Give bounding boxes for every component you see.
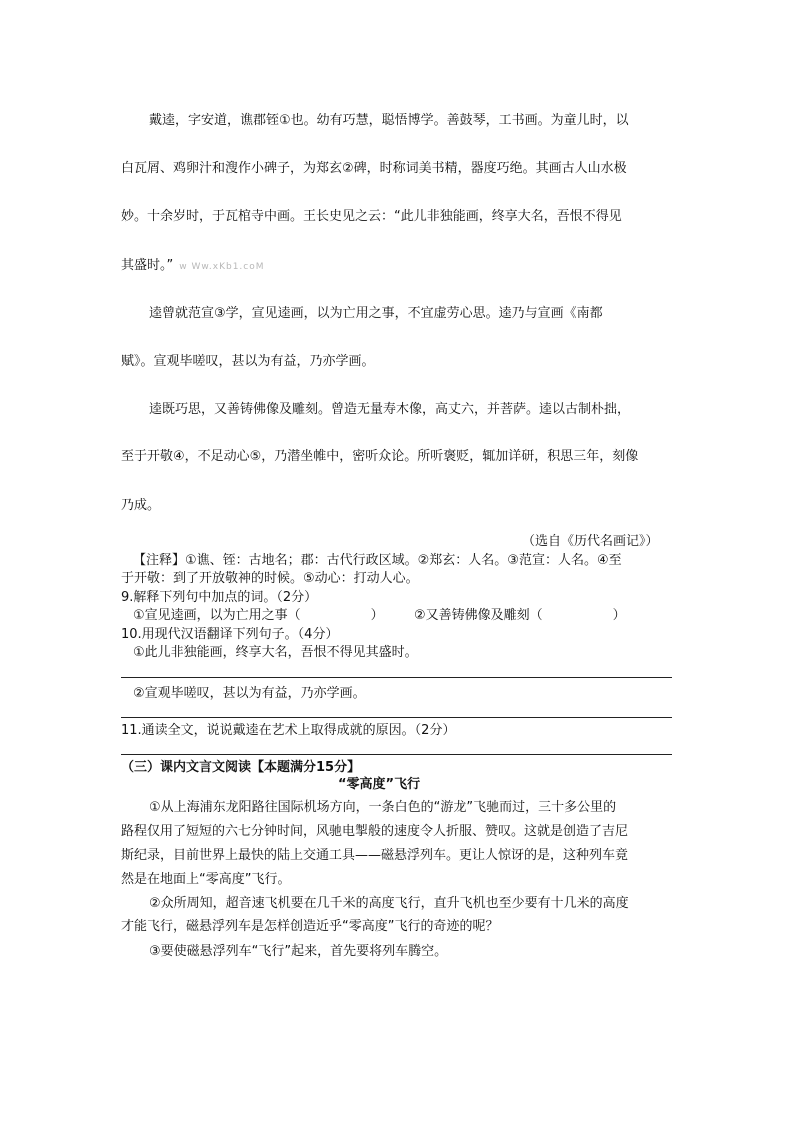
- passage-line: 才能飞行，磁悬浮列车是怎样创造近乎“零高度”飞行的奇迹的呢？: [121, 919, 499, 934]
- passage-line: 白瓦屑、鸡卵汁和溲作小碑子，为郑玄②碑，时称词美书精，器度巧绝。其画古人山水极: [121, 161, 627, 176]
- notes-line: 【注释】①谯、铚：古地名；郡：古代行政区域。②郑玄：人名。③范宣：人名。④至: [133, 553, 622, 568]
- q9-item-a: ①宣见逵画，以为亡用之事（: [133, 608, 301, 623]
- watermark: w Ww.xKb1.coM: [179, 262, 265, 272]
- passage-line: ①从上海浦东龙阳路往国际机场方向，一条白色的“游龙”飞驰而过，三十多公里的: [149, 800, 617, 815]
- passage-line: 乃成。: [121, 498, 161, 513]
- question-11-stem: 11.通读全文，说说戴逵在艺术上取得成就的原因。（2分）: [121, 723, 456, 738]
- question-9-items: [133, 607, 626, 625]
- answer-line[interactable]: [121, 717, 672, 718]
- question-10-sentence-2: ②宣观毕嗟叹，甚以为有益，乃亦学画。: [133, 686, 366, 701]
- passage-line: 逵曾就范宣③学，宣见逵画，以为亡用之事，不宜虚劳心思。逵乃与宣画《南都: [149, 306, 603, 321]
- passage-line: 斯纪录，目前世界上最快的陆上交通工具——磁悬浮列车。更让人惊讶的是，这种列车竟: [121, 848, 629, 863]
- passage-line: 逵既巧思，又善铸佛像及雕刻。曾造无量寿木像，高丈六，并菩萨。逵以古制朴拙，: [149, 402, 631, 417]
- passage-line: [121, 257, 265, 276]
- notes-line: 于开敬：到了开放敬神的时候。⑤动心：打动人心。: [121, 571, 419, 586]
- section-3-heading: （三）课内文言文阅读【本题满分15分】: [121, 760, 361, 775]
- answer-line[interactable]: [121, 754, 672, 755]
- passage-line: 路程仅用了短短的六七分钟时间，风驰电掣般的速度令人折服、赞叹。这就是创造了吉尼: [121, 824, 629, 839]
- q9-item-b: ②又善铸佛像及雕刻（: [413, 608, 543, 623]
- section-3-title: “零高度”飞行: [338, 777, 421, 792]
- passage-line: 赋》。宣观毕嗟叹，甚以为有益，乃亦学画。: [121, 354, 375, 369]
- q9-item-b-close: ）: [612, 608, 626, 623]
- answer-line[interactable]: [121, 677, 672, 678]
- question-10-sentence-1: ①此儿非独能画，终享大名，吾恨不得见其盛时。: [133, 645, 418, 660]
- passage-line: 至于开敬④，不足动心⑤，乃潜坐帷中，密听众论。所听褒贬，辄加详研，积思三年，刻像: [121, 449, 639, 464]
- passage-line: 妙。十余岁时，于瓦棺寺中画。王长史见之云：“此儿非独能画，终享大名，吾恨不得见: [121, 209, 622, 224]
- passage-line: 戴逵，字安道，谯郡铚①也。幼有巧慧，聪悟博学。善鼓琴，工书画。为童儿时，以: [149, 113, 629, 128]
- passage-text: 其盛时。”: [121, 258, 174, 273]
- passage-line: ③要使磁悬浮列车“飞行”起来，首先要将列车腾空。: [149, 944, 448, 959]
- passage-line: 然是在地面上“零高度”飞行。: [121, 872, 291, 887]
- q9-item-a-close: ）: [370, 608, 384, 623]
- question-10-stem: 10.用现代汉语翻译下列句子。（4分）: [121, 627, 339, 642]
- question-9-stem: 9.解释下列句中加点的词。（2分）: [121, 590, 318, 605]
- source-citation: （选自《历代名画记》）: [522, 534, 659, 549]
- passage-line: ②众所周知，超音速飞机要在几千米的高度飞行，直升飞机也至少要有十几米的高度: [149, 896, 629, 911]
